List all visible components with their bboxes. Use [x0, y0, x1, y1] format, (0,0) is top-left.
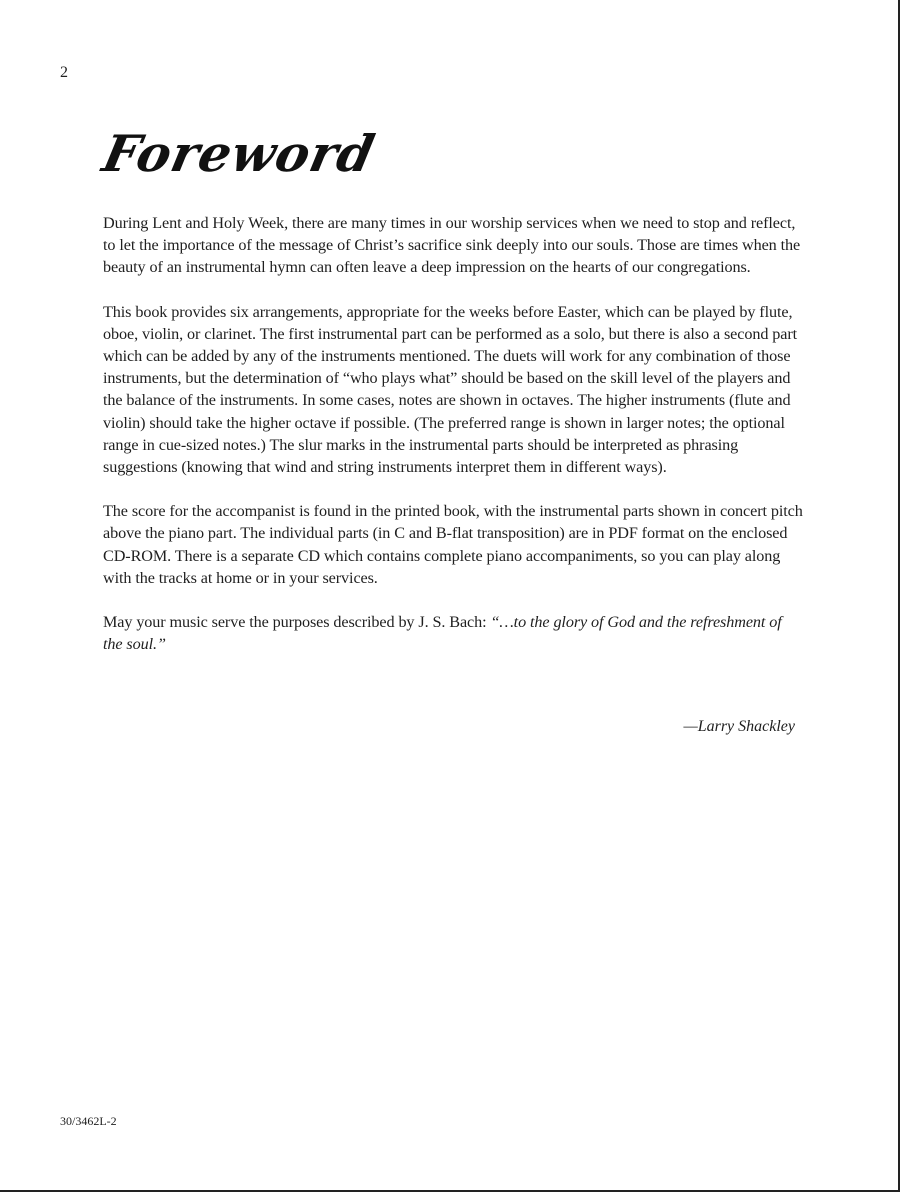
page-title: Foreword — [97, 124, 381, 183]
closing-paragraph — [103, 611, 803, 655]
foreword-body — [103, 212, 803, 677]
catalog-number: 30/3462L-2 — [60, 1114, 117, 1128]
author-signature: —Larry Shackley — [683, 718, 795, 735]
paragraph-3: The score for the accompanist is found in the printed book, with the instrumental parts shown in concert pitch above the piano part. The individual parts (in C and B-flat transposition) are in PDF format on the enclosed CD-ROM. There is a separate CD which contains complete piano accompaniments, so you can play along with the tracks at home or in your services. — [103, 502, 803, 587]
closing-intro: May your music serve the purposes described by J. S. Bach: — [103, 613, 491, 632]
paragraph-2: This book provides six arrangements, appropriate for the weeks before Easter, which can be played by flute, oboe, violin, or clarinet. The first instrumental part can be performed as a solo, but there is also a second part which can be added by any of the instruments mentioned. The duets will work for any combination of those instruments, but the determination of “who plays what” should be based on the skill level of the players and the balance of the instruments. In some cases, notes are shown in octaves. The higher instruments (flute and violin) should take the higher octave if possible. (The preferred range is shown in larger notes; the optional range in cue-sized notes.) The slur marks in the instrumental parts should be interpreted as phrasing suggestions (knowing that wind and string instruments interpret them in different ways). — [103, 302, 798, 477]
bach-quote: “…to the glory of God and the refreshment of the soul.” — [103, 613, 782, 654]
page-number: 2 — [60, 64, 68, 81]
paragraph-1: During Lent and Holy Week, there are many times in our worship services when we need to stop and reflect, to let the importance of the message of Christ’s sacrifice sink deeply into our souls. Those are times when the beauty of an instrumental hymn can often leave a deep impression on the hearts of our congregations. — [103, 214, 801, 277]
